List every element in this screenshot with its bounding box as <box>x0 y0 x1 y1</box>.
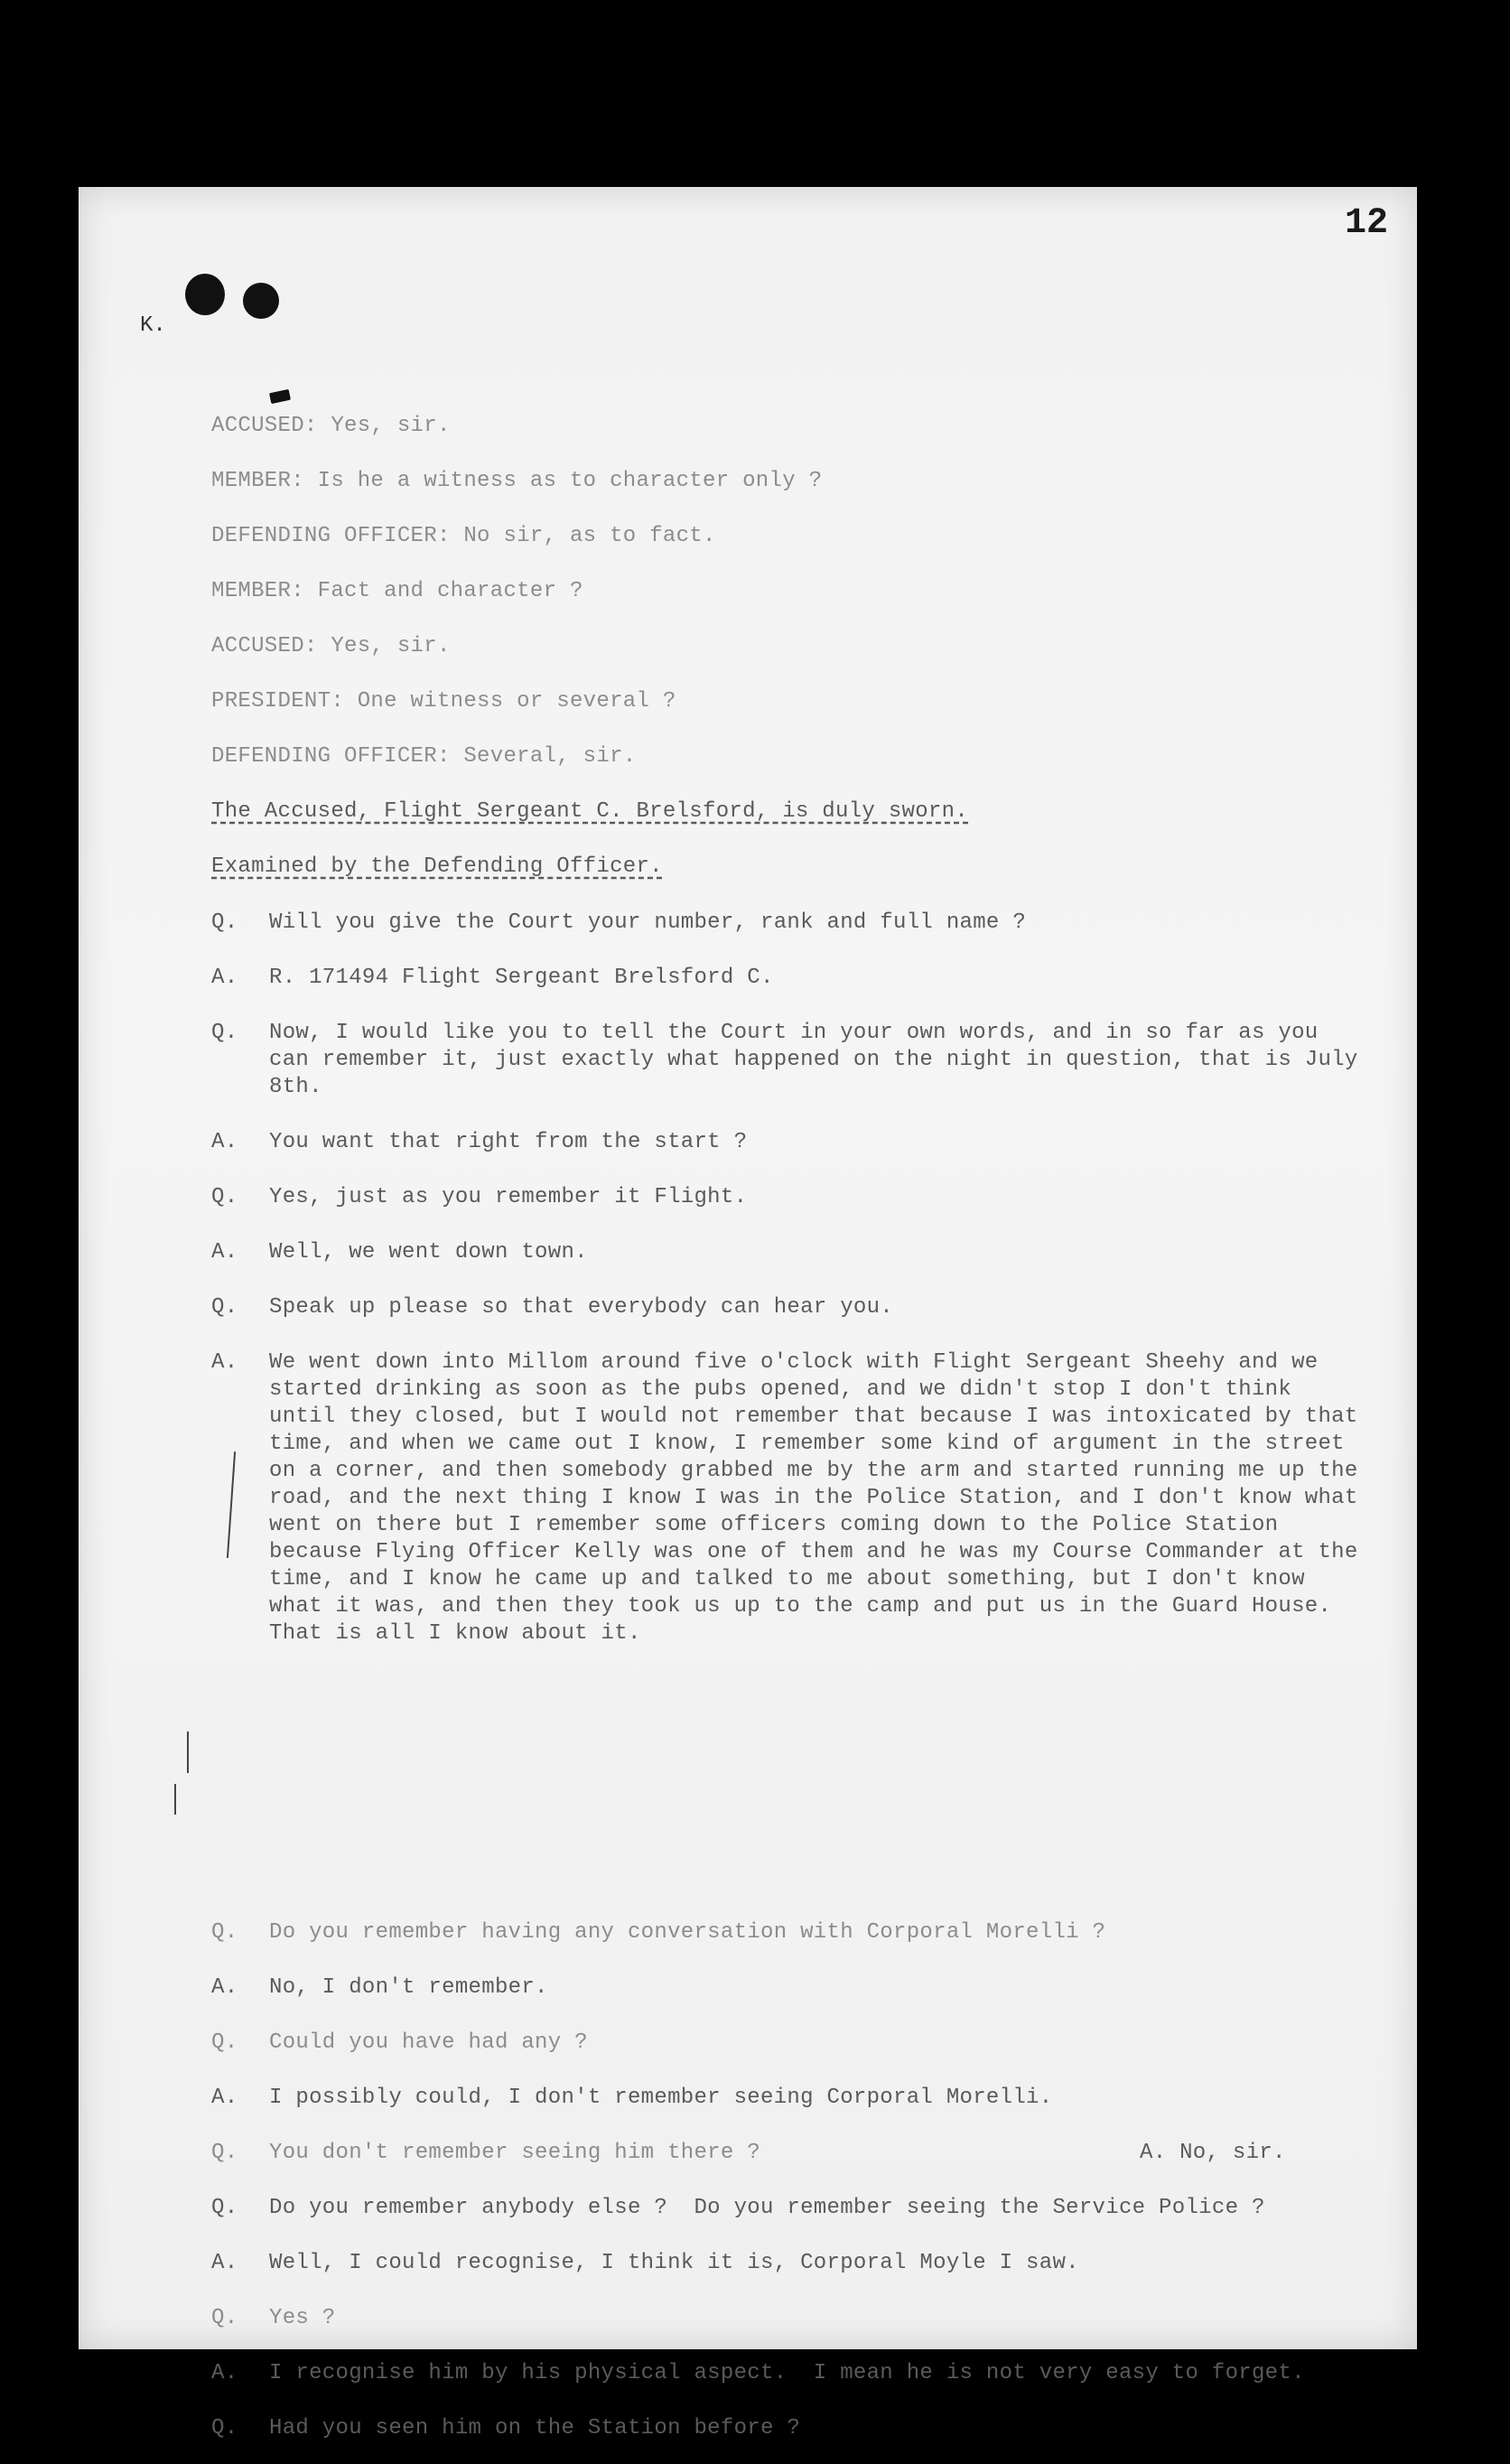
inline-answer: A. No, sir. <box>1140 2141 1286 2165</box>
exchange-row: A. We went down into Millom around five o'clock with Flight Sergeant Sheehy and we started drinking as soon as the pubs opened, and we didn't stop I don't think until they closed, but I would not remember that because I was intoxicated by that time, and when we came out I know, I remember some kind of argument in the street on a corner, and then somebody grabbed me by the arm and started running me up the road, and the next thing I know I was in the Police Station, and I don't know what went on there but I remember some officers coming down to the Police Station because Flying Officer Kelly was one of them and he was my Course Commander at the time, and I know he came up and talked to me about something, but I don't know what it was, and then they took us up to the camp and put us in the Guard House. That is all I know about it. <box>211 1350 1372 1646</box>
exchange-row: Q. Yes ? <box>211 2306 336 2330</box>
punch-hole-icon <box>243 283 279 319</box>
exchange-row: Q. Do you remember having any conversation with Corporal Morelli ? <box>211 1920 1106 1945</box>
exchange-row: A. I possibly could, I don't remember seeing Corporal Morelli. <box>211 2086 1053 2110</box>
exchange-row: Q. Now, I would like you to tell the Court in your own words, and in so far as you can remember it, just exactly what happened on the night in question, that is July 8th. <box>211 1021 1372 1099</box>
transcript-line: ACCUSED: Yes, sir. <box>211 634 451 658</box>
exchange-row: A. R. 171494 Flight Sergeant Brelsford C. <box>211 966 774 990</box>
exchange-row: A. Well, I could recognise, I think it is, Corporal Moyle I saw. <box>211 2251 1079 2275</box>
transcript-line: MEMBER: Is he a witness as to character only ? <box>211 469 823 493</box>
transcript-line: ACCUSED: Yes, sir. <box>211 414 451 438</box>
exchange-row: Q. You don't remember seeing him there ? A. No, sir. <box>211 2141 1286 2165</box>
exchange-row: A. I recognise him by his physical aspect. I mean he is not very easy to forget. <box>211 2361 1305 2385</box>
exchange-row: Q. Could you have had any ? <box>211 2030 588 2055</box>
exchange-row: Q. Speak up please so that everybody can hear you. <box>211 1295 894 1320</box>
document-sheet <box>79 187 1417 2441</box>
examined-heading: Examined by the Defending Officer. <box>211 854 663 879</box>
exchange-row: A. You want that right from the start ? <box>211 1130 748 1154</box>
transcript-line: DEFENDING OFFICER: Several, sir. <box>211 744 637 769</box>
exchange-row: A. Well, we went down town. <box>211 1240 588 1265</box>
sworn-heading: The Accused, Flight Sergeant C. Brelsford, is duly sworn. <box>211 799 969 824</box>
transcript-line: MEMBER: Fact and character ? <box>211 579 583 603</box>
transcript-line: PRESIDENT: One witness or several ? <box>211 689 676 714</box>
transcript-line: DEFENDING OFFICER: No sir, as to fact. <box>211 524 716 548</box>
exchange-row: Q. Yes, just as you remember it Flight. <box>211 1185 748 1209</box>
ink-blot-icon <box>269 389 291 404</box>
punch-hole-icon <box>185 274 225 315</box>
margin-pencil-mark <box>187 1731 189 1773</box>
exchange-row: Q. Will you give the Court your number, rank and full name ? <box>211 910 1027 935</box>
page-number: 12 <box>1344 203 1388 244</box>
margin-pencil-mark <box>174 1784 176 1815</box>
exchange-row: Q. Do you remember anybody else ? Do you remember seeing the Service Police ? <box>211 2196 1265 2220</box>
corner-mark: K. <box>140 313 166 338</box>
exchange-row: A. No, I don't remember. <box>211 1975 548 2000</box>
exchange-row: Q. Had you seen him on the Station before ? <box>211 2416 801 2441</box>
